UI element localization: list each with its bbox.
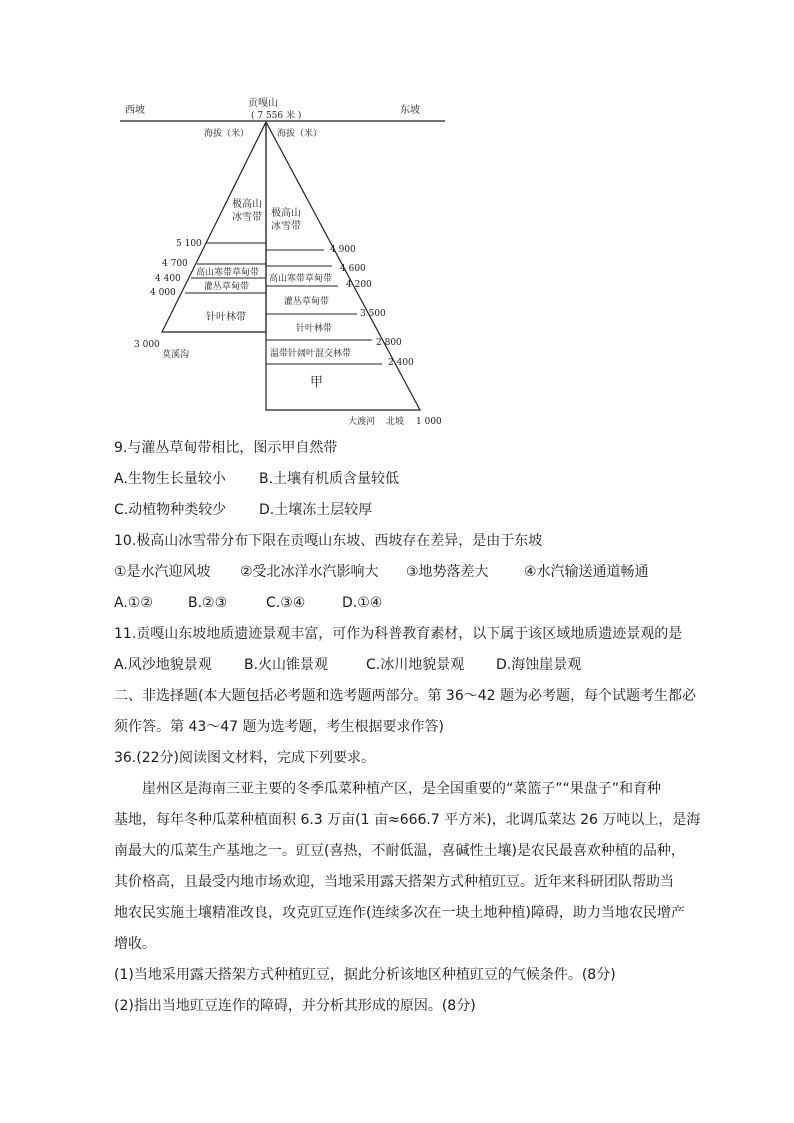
q36-subquestion-2: (2)指出当地豇豆连作的障碍，并分析其形成的原因。(8分) [114,998,476,1014]
q36-paragraph-line5: 地农民实施土壤精准改良，攻克豇豆连作(连续多次在一块土地种植)障碍，助力当地农民增产 [114,905,685,921]
east-elev-2400: 2 400 [388,358,414,368]
q36-stem: 36.(22分)阅读图文材料，完成下列要求。 [114,750,376,766]
east-elev-2800: 2 800 [376,338,402,348]
east-elev-1000: 1 000 [416,417,442,427]
west-altitude-label: 海拔（米） [204,129,250,139]
q10-statement-2: ②受北冰洋水汽影响大 [240,564,379,580]
q10-statements [114,557,694,588]
q11-option-d: D.海蚀崖景观 [496,657,582,673]
east-elev-4200: 4 200 [346,280,372,290]
q10-statement-1: ①是水汽迎风坡 [114,564,211,580]
east-elev-4900: 4 900 [330,245,356,255]
q10-statement-3: ③地势落差大 [406,564,489,580]
q10-stem: 10.极高山冰雪带分布下限在贡嘎山东坡、西坡存在差异，是由于东坡 [114,533,543,549]
east-zone-conifer: 针叶林带 [296,324,333,334]
section2-heading-line1: 二、非选择题(本大题包括必考题和选考题两部分。第 36～42 题为必考题，每个试题考生都必 [114,688,696,704]
q11-option-b: B.火山锥景观 [244,657,329,673]
q36-paragraph-line3: 南最大的瓜菜生产基地之一。豇豆(喜热，不耐低温，喜碱性土壤)是农民最喜欢种植的品种， [114,843,685,859]
west-zone-conifer: 针叶林带 [206,312,246,323]
east-zone-snow-1: 极高山 [271,208,301,219]
west-base-place: 莫溪沟 [162,350,190,360]
q9-option-c: C.动植物种类较少 [114,502,227,518]
west-elev-3000: 3 000 [134,340,160,350]
west-zone-snow-2: 冰雪带 [232,212,262,223]
q36-paragraph-line1: 崖州区是海南三亚主要的冬季瓜菜种植产区，是全国重要的“菜篮子”“果盘子”和育种 [142,781,662,797]
q10-statement-4: ④水汽输送通道畅通 [524,564,649,580]
west-elev-5100: 5 100 [176,239,202,249]
east-altitude-label: 海拔（米） [277,129,323,139]
vertical-zonation-diagram [0,0,794,430]
east-elev-4600: 4 600 [340,264,366,274]
east-zone-unknown: 甲 [310,375,324,390]
q10-option-c: C.③④ [266,595,306,611]
q9-options-row1 [114,464,694,495]
west-slope-shape [162,122,266,332]
q9-option-d: D.土壤冻土层较厚 [259,502,373,518]
west-zone-snow-1: 极高山 [232,199,262,210]
q9-stem: 9.与灌丛草甸带相比，图示甲自然带 [114,440,338,456]
west-slope-label: 西坡 [125,105,145,116]
west-zone-shrub-meadow: 灌丛草甸带 [204,282,250,292]
east-slope-label: 东坡 [400,105,420,116]
q10-option-b: B.②③ [188,595,228,611]
question-text [114,433,701,1022]
peak-name: 贡嘎山 [248,98,278,109]
q11-stem: 11.贡嘎山东坡地质遗迹景观丰富，可作为科普教育素材，以下属于该区域地质遗迹景观的是 [114,626,683,642]
q36-paragraph-line4: 其价格高，且最受内地市场欢迎，当地采用露天搭架方式种植豇豆。近年来科研团队帮助当 [114,874,674,890]
east-zone-snow-2: 冰雪带 [271,221,301,232]
west-elev-4400: 4 400 [155,274,181,284]
east-zone-alpine-meadow: 高山寒带草甸带 [269,274,333,284]
q9-option-b: B.土壤有机质含量较低 [259,471,400,487]
east-base-place: 大渡河 [348,417,376,427]
q9-options-row2 [114,495,694,526]
east-base-side: 北坡 [386,417,405,427]
east-zone-shrub-meadow: 灌丛草甸带 [284,297,330,307]
q36-paragraph-line2: 基地，每年冬种瓜菜种植面积 6.3 万亩(1 亩≈666.7 平方米)，北调瓜菜达 26 万吨以上，是海 [114,812,701,828]
q11-option-c: C.冰川地貌景观 [366,657,465,673]
q10-option-d: D.①④ [342,595,383,611]
q10-option-a: A.①② [114,595,153,611]
q36-paragraph-line6: 增收。 [114,936,156,952]
q11-option-a: A.风沙地貌景观 [114,657,212,673]
q9-option-a: A.生物生长量较小 [114,471,226,487]
section2-heading-line2: 须作答。第 43～47 题为选考题，考生根据要求作答) [114,719,444,735]
east-elev-3500: 3 500 [360,309,386,319]
q11-options [114,650,694,681]
peak-height: ( 7 556 米 ) [251,111,302,121]
west-elev-4000: 4 000 [150,288,176,298]
q36-subquestion-1: (1)当地采用露天搭架方式种植豇豆，据此分析该地区种植豇豆的气候条件。(8分) [114,967,616,983]
q10-options [114,588,694,619]
west-elev-4700: 4 700 [162,259,188,269]
west-zone-alpine-meadow: 高山寒带草甸带 [196,268,260,278]
east-zone-mixed: 温带针阔叶混交林带 [270,349,352,359]
